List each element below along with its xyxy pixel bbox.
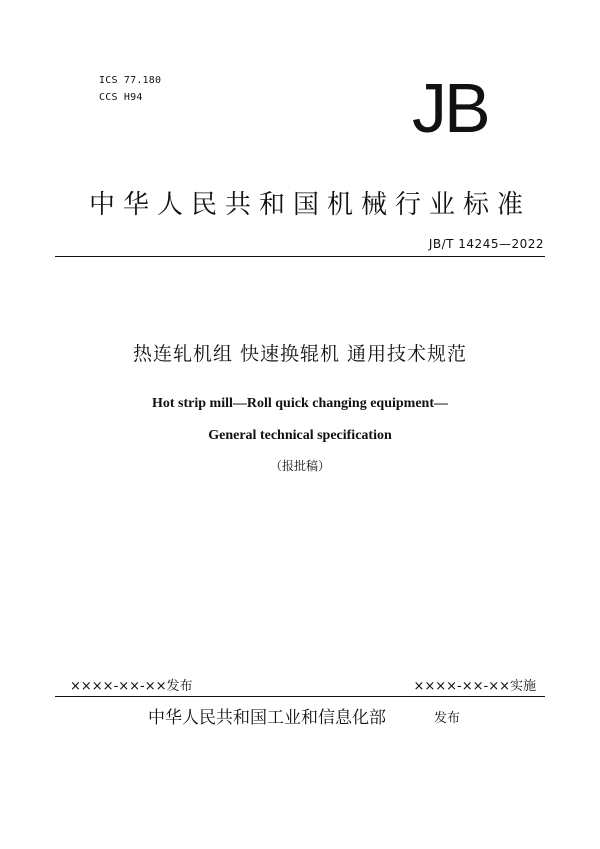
bottom-divider (55, 696, 545, 697)
document-title-chinese: 热连轧机组 快速换辊机 通用技术规范 (132, 343, 468, 365)
ics-code: ICS 77.180 (99, 75, 162, 86)
standard-number: JB/T 14245—2022 (428, 237, 544, 251)
standard-category-title: 中华人民共和国机械行业标准 (88, 190, 531, 220)
implementation-date: ××××-××-××实施 (413, 679, 536, 694)
issue-date: ××××-××-××发布 (70, 679, 193, 694)
classification-codes (99, 72, 161, 106)
draft-status: （报批稿） (269, 459, 330, 473)
top-divider (55, 256, 545, 257)
jb-logo: JB (412, 69, 488, 147)
document-title-english-line2: General technical specification (208, 428, 392, 443)
publish-label: 发布 (434, 711, 461, 726)
document-title-english-line1: Hot strip mill—Roll quick changing equipment— (152, 396, 448, 411)
issuing-ministry: 中华人民共和国工业和信息化部 (148, 708, 386, 728)
ccs-code: CCS H94 (99, 92, 143, 103)
